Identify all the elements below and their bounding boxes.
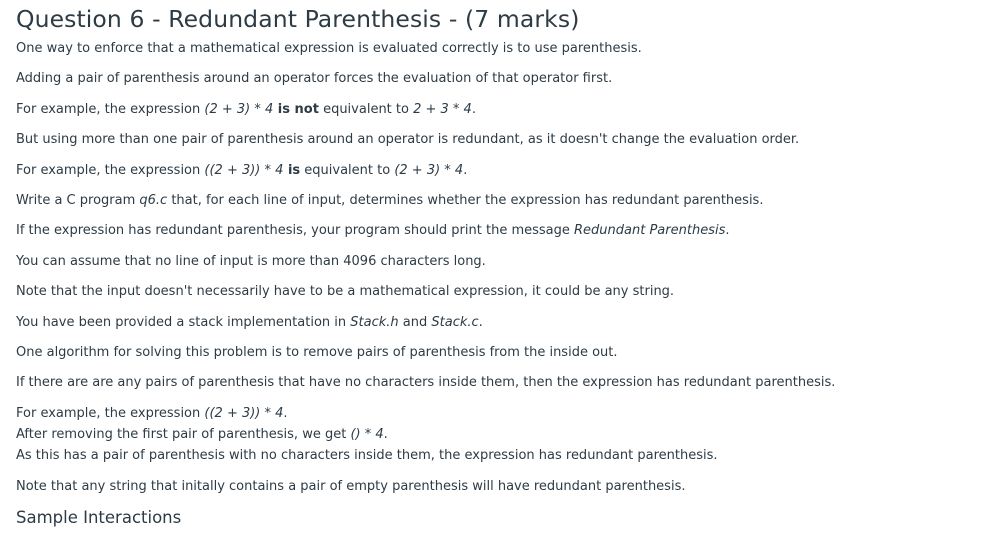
- text-fragment: .: [725, 223, 730, 239]
- text-fragment: .: [383, 426, 388, 442]
- filename: q6.c: [139, 192, 168, 208]
- paragraph-parenthesis-purpose: Adding a pair of parenthesis around an operator forces the evaluation of that operator first.: [16, 71, 613, 87]
- filename: Stack.c: [431, 314, 479, 330]
- filename: Stack.h: [350, 314, 399, 330]
- section-heading-sample-interactions: Sample Interactions: [16, 508, 182, 528]
- paragraph-empty-parens-note: Note that any string that initally contains a pair of empty parenthesis will have redundant parenthesis.: [16, 479, 686, 495]
- text-fragment: equivalent to: [300, 162, 395, 178]
- paragraph-walkthrough-1: [16, 405, 990, 422]
- paragraph-stack-files: [16, 314, 990, 331]
- text-fragment: equivalent to: [318, 101, 414, 117]
- paragraph-example-equivalent: [16, 162, 990, 179]
- paragraph-algorithm-condition: If there are are any pairs of parenthesis that have no characters inside them, then the expression has redundant parenthesis.: [16, 375, 836, 391]
- paragraph-walkthrough-3: As this has a pair of parenthesis with no characters inside them, the expression has redundant parenthesis.: [16, 448, 718, 464]
- text-fragment: that, for each line of input, determines whether the expression has redundant parenthesis.: [167, 192, 764, 208]
- expression: ((2 + 3)) * 4: [204, 405, 284, 421]
- expression: ((2 + 3)) * 4: [204, 162, 284, 178]
- paragraph-example-not-equivalent: [16, 101, 990, 118]
- paragraph-task: [16, 192, 990, 209]
- paragraph-line-length: You can assume that no line of input is more than 4096 characters long.: [16, 253, 486, 269]
- output-message: Redundant Parenthesis: [574, 223, 726, 239]
- paragraph-redundant-explanation: But using more than one pair of parenthesis around an operator is redundant, as it doesn't change the evaluation order.: [16, 132, 800, 148]
- expression: () * 4: [350, 426, 384, 442]
- paragraph-intro: One way to enforce that a mathematical expression is evaluated correctly is to use parenthesis.: [16, 41, 642, 56]
- text-fragment: For example, the expression: [16, 405, 205, 421]
- expression: (2 + 3) * 4: [204, 101, 274, 117]
- emphasis: is not: [273, 101, 319, 117]
- expression: 2 + 3 * 4: [413, 101, 472, 117]
- emphasis: is: [283, 162, 301, 178]
- text-fragment: .: [463, 162, 468, 178]
- page-title: Question 6 - Redundant Parenthesis - (7 marks): [16, 5, 580, 33]
- paragraph-walkthrough-2: [16, 426, 990, 443]
- text-fragment: .: [283, 405, 288, 421]
- text-fragment: .: [471, 101, 476, 117]
- text-fragment: After removing the first pair of parenthesis, we get: [16, 426, 351, 442]
- text-fragment: and: [398, 314, 432, 330]
- text-fragment: For example, the expression: [16, 101, 205, 117]
- text-fragment: If the expression has redundant parenthesis, your program should print the message: [16, 223, 575, 239]
- expression: (2 + 3) * 4: [394, 162, 464, 178]
- paragraph-algorithm: One algorithm for solving this problem is to remove pairs of parenthesis from the inside out.: [16, 344, 618, 360]
- text-fragment: Write a C program: [16, 192, 140, 208]
- text-fragment: .: [478, 314, 483, 330]
- paragraph-input-note: Note that the input doesn't necessarily have to be a mathematical expression, it could be any string.: [16, 284, 675, 300]
- paragraph-output-message: [16, 222, 990, 239]
- text-fragment: For example, the expression: [16, 162, 205, 178]
- text-fragment: You have been provided a stack implementation in: [16, 314, 351, 330]
